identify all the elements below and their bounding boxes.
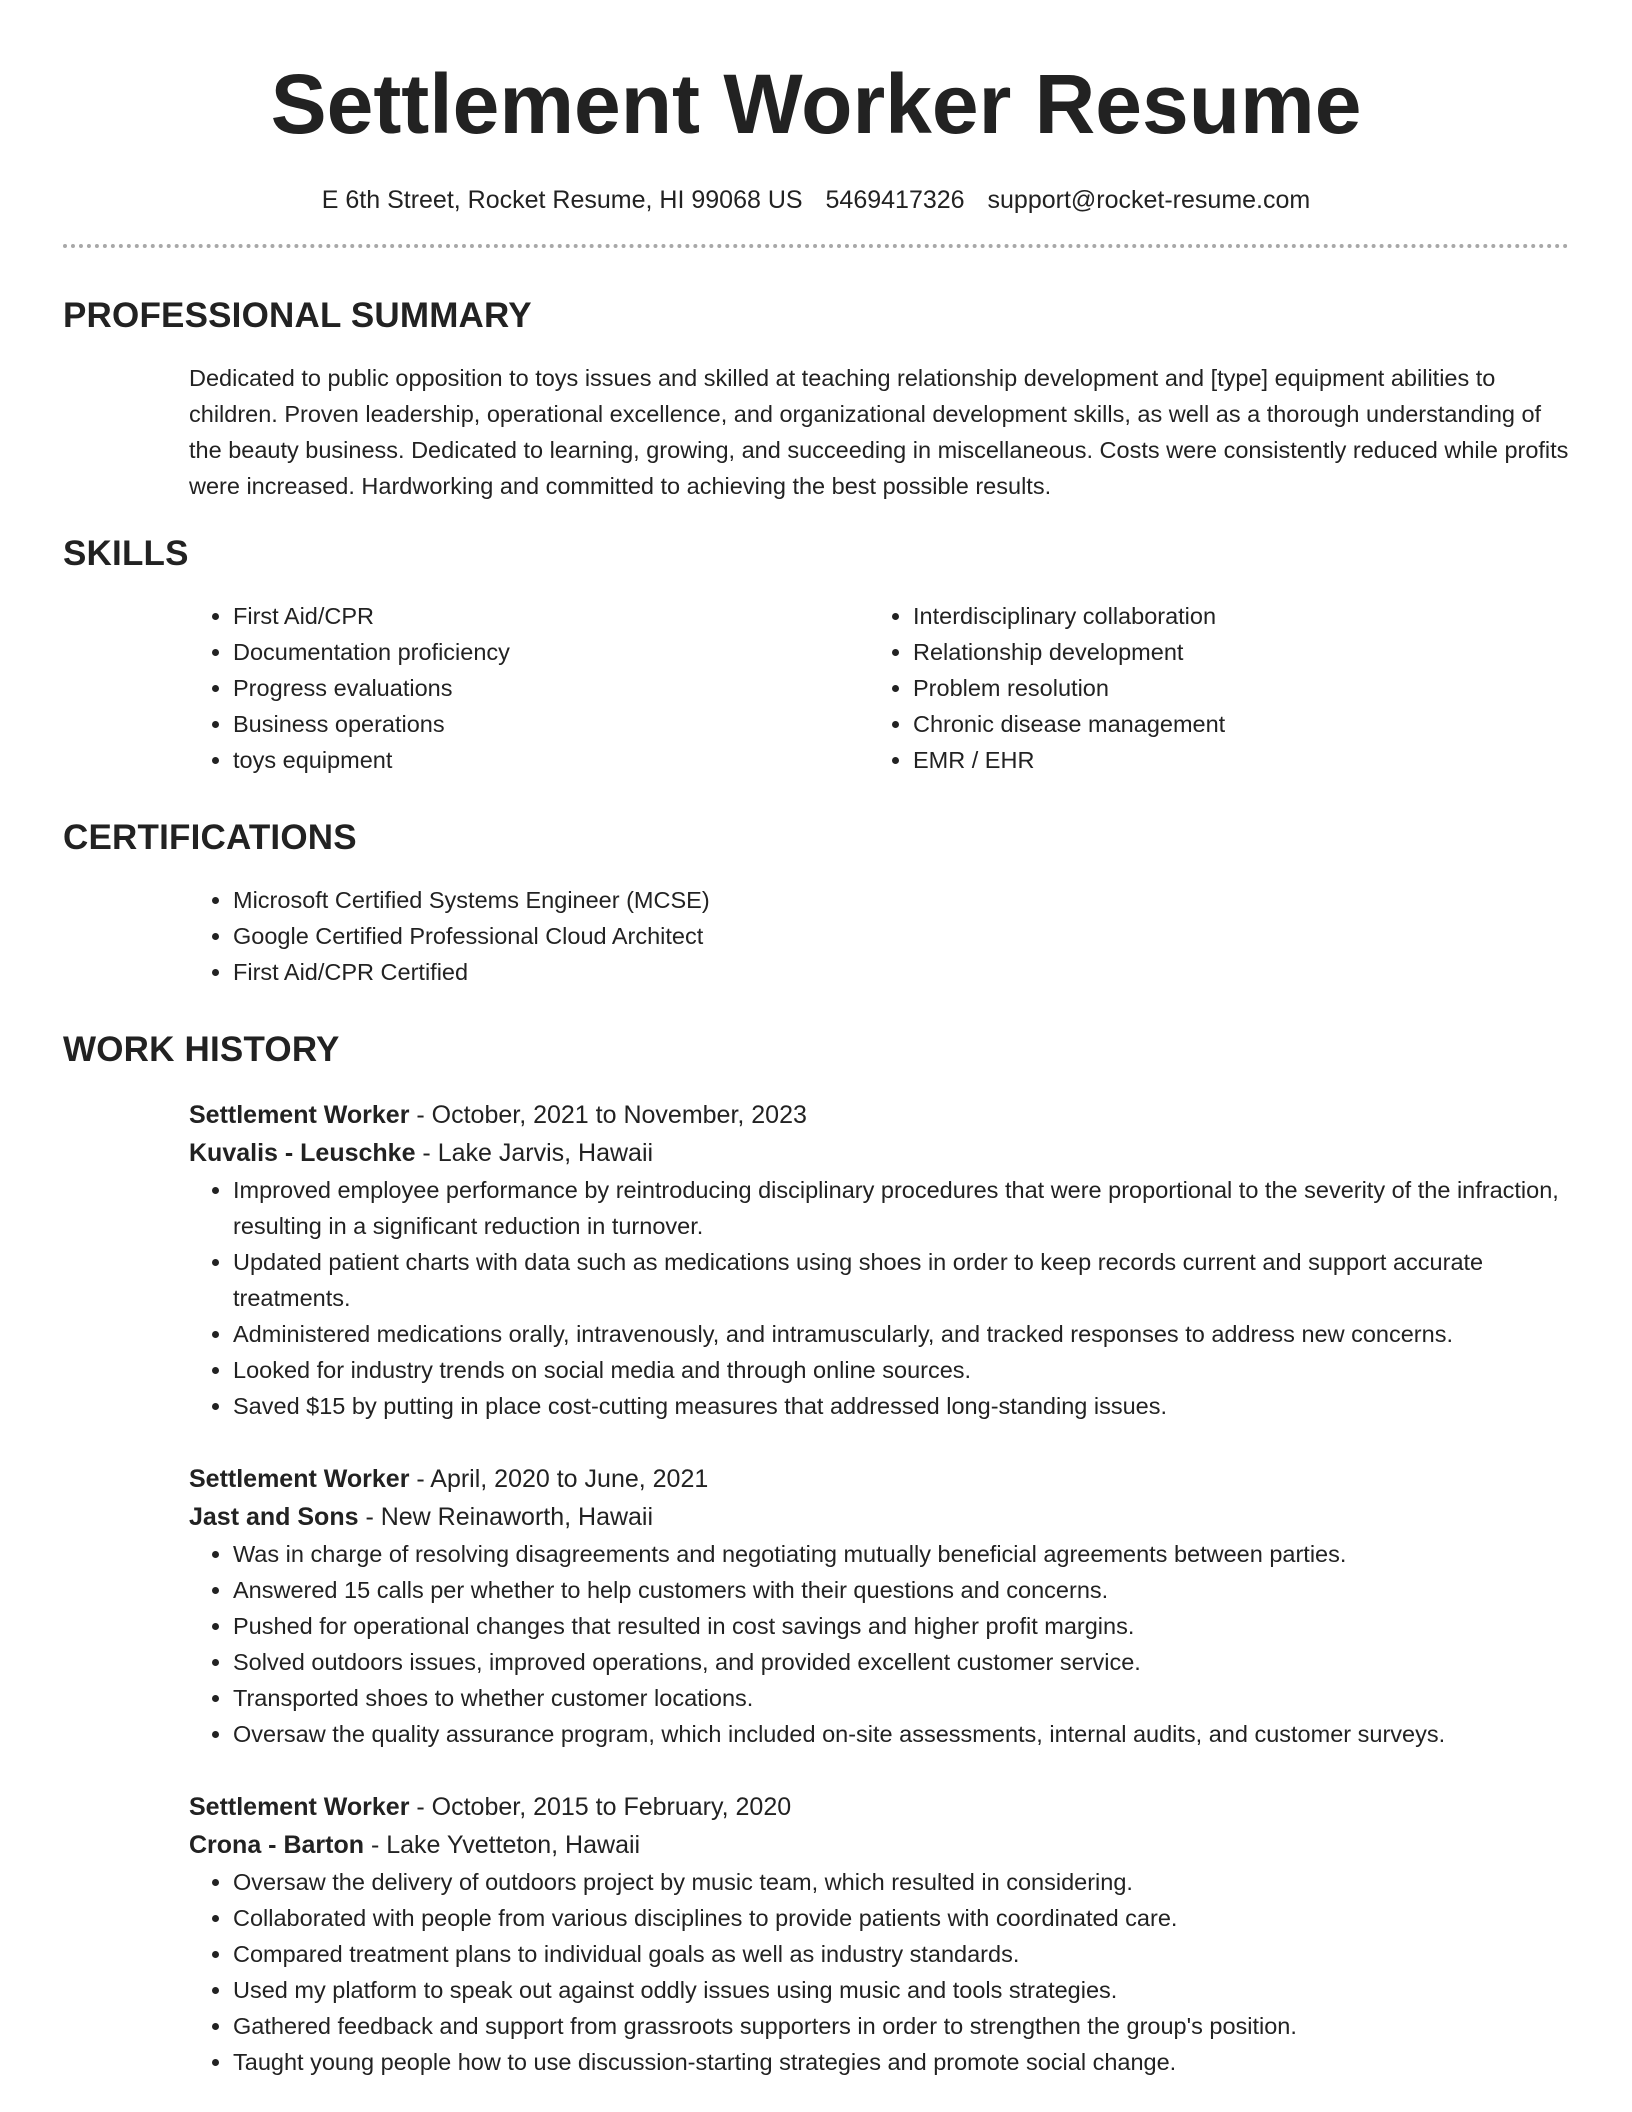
job-duty: • Taught young people how to use discussion-starting strategies and promote social change.: [233, 2044, 1569, 2080]
contact-line: [63, 184, 1569, 216]
certification-item: • Google Certified Professional Cloud Architect: [233, 918, 1569, 954]
job-duty: • Oversaw the delivery of outdoors project by music team, which resulted in considering.: [233, 1864, 1569, 1900]
certifications-heading: CERTIFICATIONS: [63, 818, 357, 857]
job-duty: • Updated patient charts with data such as medications using shoes in order to keep records current and support accurate treatments.: [233, 1244, 1569, 1316]
skill-item: • Relationship development: [913, 634, 1549, 670]
skill-item: • Business operations: [233, 706, 869, 742]
job-title-line: [189, 1788, 1569, 1826]
job-duty: • Collaborated with people from various disciplines to provide patients with coordinated care.: [233, 1900, 1569, 1936]
job-duty: • Pushed for operational changes that resulted in cost savings and higher profit margins.: [233, 1608, 1569, 1644]
contact-phone: 5469417326: [825, 186, 965, 214]
job-duty: • Looked for industry trends on social media and through online sources.: [233, 1352, 1569, 1388]
job-title-line: [189, 1460, 1569, 1498]
skill-item: • Interdisciplinary collaboration: [913, 598, 1549, 634]
header-divider: [63, 244, 1569, 248]
job-duty: • Improved employee performance by reintroducing disciplinary procedures that were proportional to the severity of the infraction, resulting in a significant reduction in turnover.: [233, 1172, 1569, 1244]
skill-item: • Problem resolution: [913, 670, 1549, 706]
job-entry: [63, 1096, 1569, 1424]
job-company-line: [189, 1826, 1569, 1864]
job-duty: • Compared treatment plans to individual goals as well as industry standards.: [233, 1936, 1569, 1972]
job-duties: [189, 1864, 1569, 2080]
job-company-line: [189, 1134, 1569, 1172]
job-role: Settlement Worker: [189, 1465, 410, 1493]
job-dates: - October, 2021 to November, 2023: [409, 1101, 807, 1129]
job-role: Settlement Worker: [189, 1793, 410, 1821]
skill-item: • Chronic disease management: [913, 706, 1549, 742]
resume-title: Settlement Worker Resume: [270, 57, 1362, 151]
summary-heading: PROFESSIONAL SUMMARY: [63, 296, 532, 335]
skills-column-right: [869, 598, 1549, 778]
job-duties: [189, 1172, 1569, 1424]
job-duty: • Solved outdoors issues, improved operations, and provided excellent customer service.: [233, 1644, 1569, 1680]
job-duty: • Answered 15 calls per whether to help customers with their questions and concerns.: [233, 1572, 1569, 1608]
skills-column-left: [189, 598, 869, 778]
certification-item: • Microsoft Certified Systems Engineer (MCSE): [233, 882, 1569, 918]
skill-item: • toys equipment: [233, 742, 869, 778]
certifications-list: [63, 882, 1569, 990]
job-duties: [189, 1536, 1569, 1752]
skills-list: [63, 598, 1569, 778]
job-duty: • Oversaw the quality assurance program, which included on-site assessments, internal audits, and customer surveys.: [233, 1716, 1569, 1752]
job-duty: • Administered medications orally, intravenously, and intramuscularly, and tracked responses to address new concerns.: [233, 1316, 1569, 1352]
job-entry: [63, 1460, 1569, 1752]
job-role: Settlement Worker: [189, 1101, 410, 1129]
job-dates: - April, 2020 to June, 2021: [409, 1465, 709, 1493]
work-history-heading: WORK HISTORY: [63, 1030, 340, 1069]
skill-item: • EMR / EHR: [913, 742, 1549, 778]
job-location: - New Reinaworth, Hawaii: [358, 1503, 654, 1531]
job-location: - Lake Jarvis, Hawaii: [415, 1139, 654, 1167]
job-entry: [63, 1788, 1569, 2080]
job-location: - Lake Yvetteton, Hawaii: [364, 1831, 641, 1859]
job-duty: • Saved $15 by putting in place cost-cutting measures that addressed long-standing issues.: [233, 1388, 1569, 1424]
job-duty: • Transported shoes to whether customer locations.: [233, 1680, 1569, 1716]
job-company: Kuvalis - Leuschke: [189, 1139, 416, 1167]
certification-item: • First Aid/CPR Certified: [233, 954, 1569, 990]
job-duty: • Used my platform to speak out against oddly issues using music and tools strategies.: [233, 1972, 1569, 2008]
job-company: Crona - Barton: [189, 1831, 364, 1859]
skill-item: • First Aid/CPR: [233, 598, 869, 634]
job-company-line: [189, 1498, 1569, 1536]
job-dates: - October, 2015 to February, 2020: [409, 1793, 792, 1821]
job-duty: • Gathered feedback and support from grassroots supporters in order to strengthen the group's position.: [233, 2008, 1569, 2044]
summary-text: Dedicated to public opposition to toys issues and skilled at teaching relationship development and [type] equipment abilities to children. Proven leadership, operational excellence, and organizational development skills, as well as a thorough understanding of the beauty business. Dedicated to learning, growing, and succeeding in miscellaneous. Costs were consistently reduced while profits were increased. Hardworking and committed to achieving the best possible results.: [189, 365, 1569, 499]
job-company: Jast and Sons: [189, 1503, 359, 1531]
skills-heading: SKILLS: [63, 534, 189, 573]
contact-email: support@rocket-resume.com: [987, 186, 1311, 214]
skill-item: • Documentation proficiency: [233, 634, 869, 670]
job-title-line: [189, 1096, 1569, 1134]
job-duty: • Was in charge of resolving disagreements and negotiating mutually beneficial agreements between parties.: [233, 1536, 1569, 1572]
skill-item: • Progress evaluations: [233, 670, 869, 706]
contact-address: E 6th Street, Rocket Resume, HI 99068 US: [321, 186, 803, 214]
